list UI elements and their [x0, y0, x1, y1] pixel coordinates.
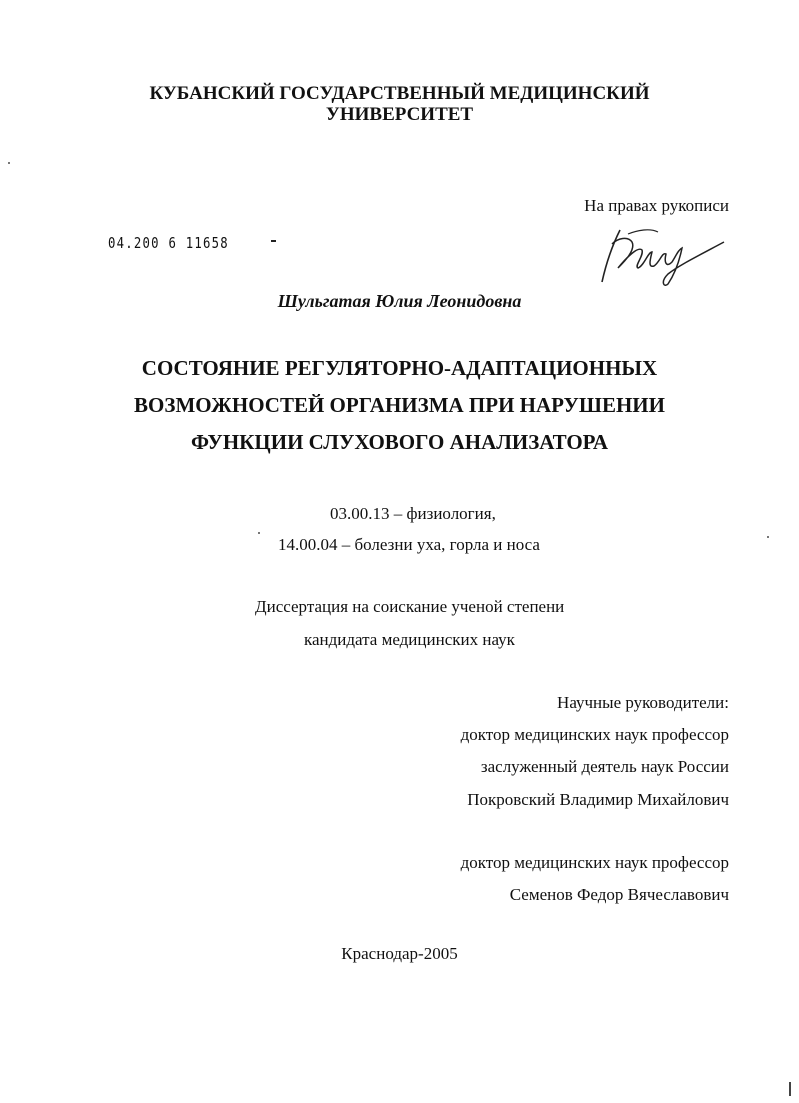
dissertation-title: [0, 350, 799, 461]
supervisor-1-name: Покровский Владимир Михайлович: [467, 790, 729, 809]
manuscript-rights-note: На правах рукописи: [584, 196, 729, 215]
title-line-3: ФУНКЦИИ СЛУХОВОГО АНАЛИЗАТОРА: [191, 430, 608, 454]
supervisor-2-degree: доктор медицинских наук профессор: [460, 853, 729, 872]
scan-speck: [258, 532, 260, 534]
handwritten-signature: [598, 222, 726, 288]
supervisor-1-honor: заслуженный деятель наук России: [480, 757, 729, 776]
university-line-1: КУБАНСКИЙ ГОСУДАРСТВЕННЫЙ МЕДИЦИНСКИЙ: [149, 83, 650, 104]
university-header: [0, 83, 799, 125]
supervisors-heading: Научные руководители:: [557, 693, 729, 712]
title-line-2: ВОЗМОЖНОСТЕЙ ОРГАНИЗМА ПРИ НАРУШЕНИИ: [134, 393, 665, 417]
city-year: Краснодар-2005: [341, 944, 458, 963]
title-line-1: СОСТОЯНИЕ РЕГУЛЯТОРНО-АДАПТАЦИОННЫХ: [141, 356, 658, 380]
university-line-2: УНИВЕРСИТЕТ: [325, 104, 474, 125]
scan-mark: [271, 240, 276, 242]
scan-edge-mark: [789, 1082, 791, 1096]
author-name: Шульгатая Юлия Леонидовна: [277, 291, 522, 311]
scan-speck: [767, 536, 769, 538]
dissertation-degree-line-1: Диссертация на соискание ученой степени: [255, 597, 565, 616]
supervisor-2-name: Семенов Федор Вячеславович: [509, 885, 729, 904]
scan-speck: [8, 162, 10, 164]
supervisor-1-degree: доктор медицинских наук профессор: [460, 725, 729, 744]
specialty-1: 03.00.13 – физиология,: [330, 504, 496, 523]
registration-number: 04.200 6 11658: [108, 234, 229, 252]
specialty-2: 14.00.04 – болезни уха, горла и носа: [278, 535, 540, 554]
dissertation-degree-line-2: кандидата медицинских наук: [304, 630, 515, 649]
